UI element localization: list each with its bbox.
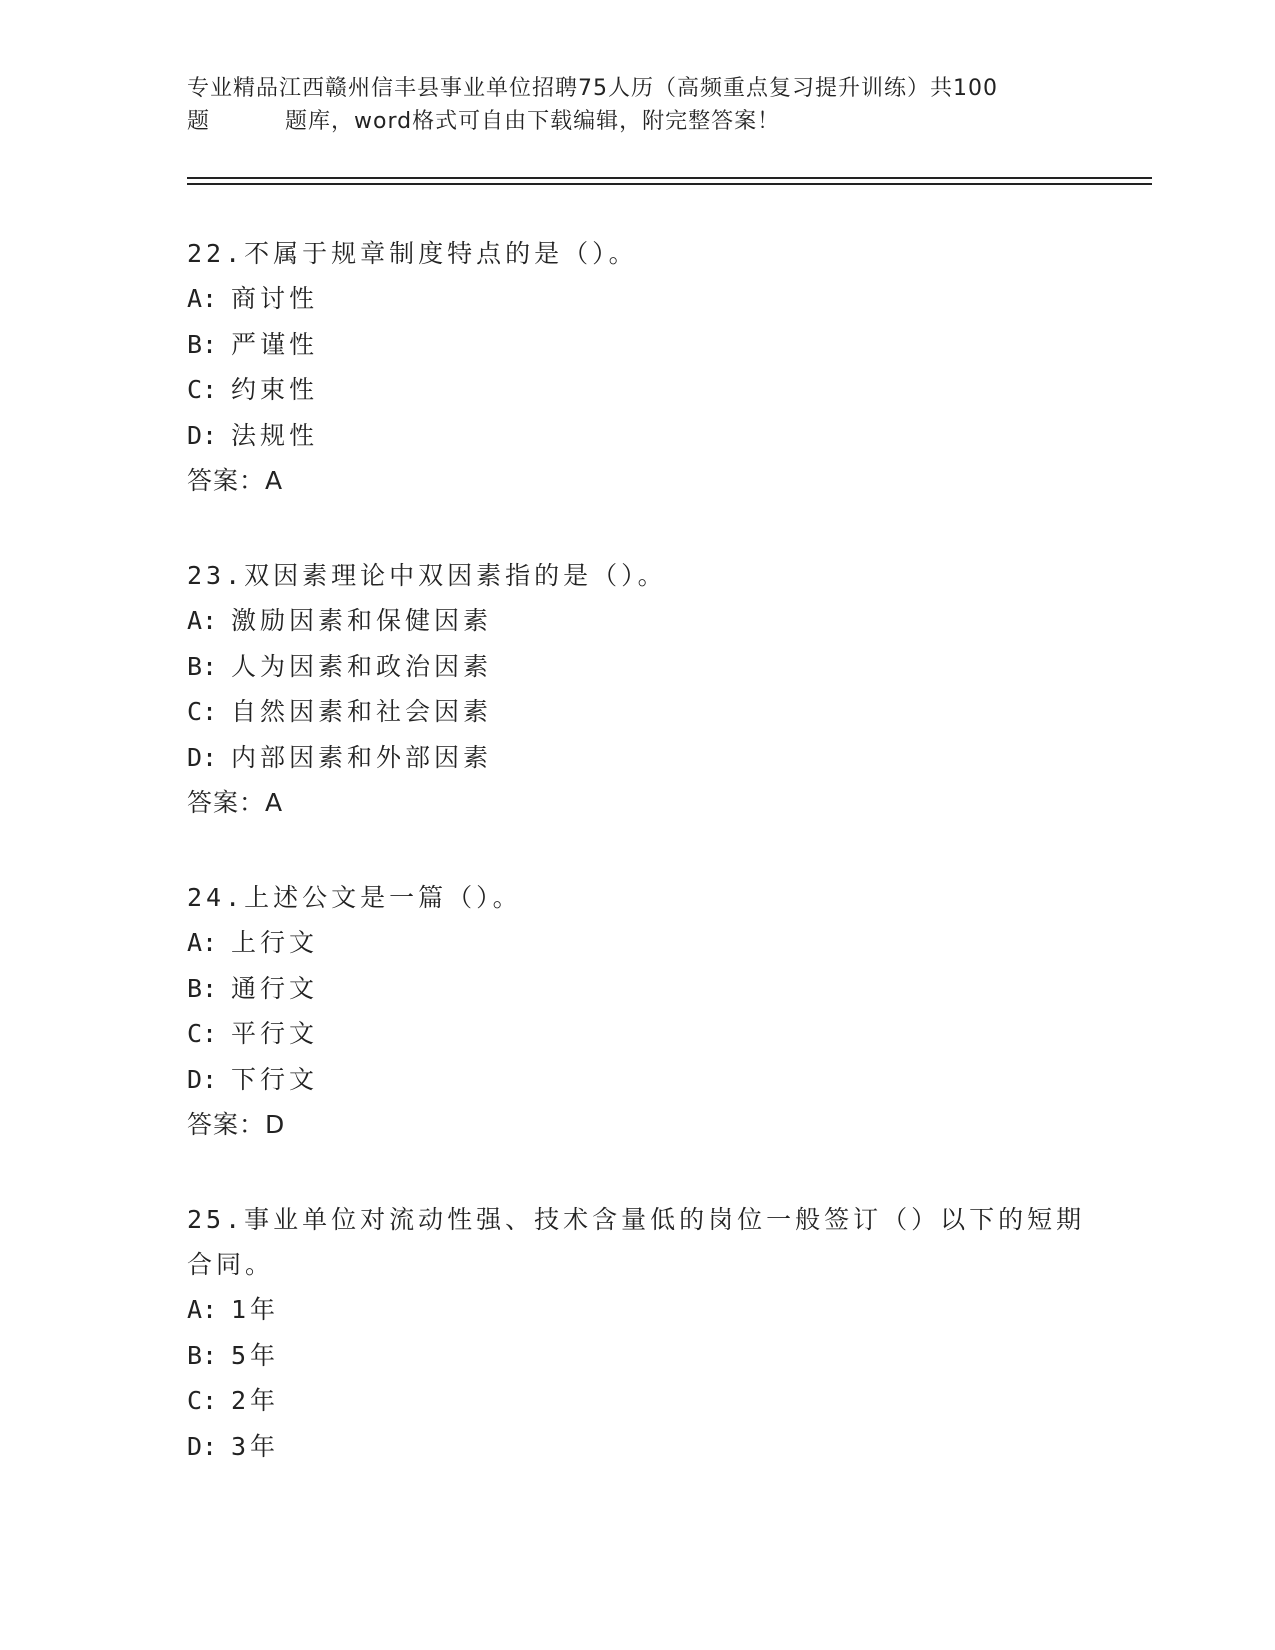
option-b <box>187 966 1087 1012</box>
option-c <box>187 689 1087 735</box>
header-divider-top <box>187 177 1152 179</box>
header-gap <box>210 105 285 138</box>
option-text: 自然因素和社会因素 <box>231 697 493 726</box>
option-text: 1年 <box>231 1295 280 1324</box>
option-c <box>187 367 1087 413</box>
option-b <box>187 644 1087 690</box>
option-text: 平行文 <box>231 1019 319 1048</box>
option-text: 严谨性 <box>231 329 319 359</box>
option-d <box>187 1424 1087 1470</box>
option-text: 下行文 <box>231 1064 319 1094</box>
header-line-1: 专业精品江西赣州信丰县事业单位招聘75人历（高频重点复习提升训练）共100 <box>187 76 998 101</box>
option-text: 商讨性 <box>231 284 319 313</box>
question-stem: 24.上述公文是一篇（）。 <box>187 883 522 912</box>
option-letter: B: <box>187 973 218 1003</box>
option-text: 激励因素和保健因素 <box>231 606 493 635</box>
option-letter: C: <box>187 1386 218 1415</box>
option-d <box>187 413 1087 459</box>
question-25 <box>187 1197 1087 1469</box>
option-b <box>187 1333 1087 1379</box>
option-letter: D: <box>187 1064 218 1094</box>
option-d <box>187 735 1087 781</box>
question-22 <box>187 231 1087 503</box>
option-a <box>187 920 1087 966</box>
question-stem: 25.事业单位对流动性强、技术含量低的岗位一般签订（）以下的短期合同。 <box>187 1205 1086 1279</box>
option-text: 2年 <box>231 1386 280 1415</box>
option-text: 内部因素和外部因素 <box>231 742 493 772</box>
option-text: 5年 <box>231 1340 280 1370</box>
option-letter: A: <box>187 606 218 635</box>
option-letter: B: <box>187 1340 218 1370</box>
option-letter: D: <box>187 420 218 450</box>
option-text: 法规性 <box>231 420 319 450</box>
option-text: 3年 <box>231 1431 280 1461</box>
question-stem: 23.双因素理论中双因素指的是（）。 <box>187 561 667 590</box>
answer-line: 答案：D <box>187 1110 286 1139</box>
option-a <box>187 598 1087 644</box>
option-c <box>187 1378 1087 1424</box>
question-stem: 22.不属于规章制度特点的是（）。 <box>187 239 638 268</box>
header-line-2-start: 题 <box>187 109 211 134</box>
option-c <box>187 1011 1087 1057</box>
option-letter: D: <box>187 742 218 772</box>
option-text: 约束性 <box>231 375 319 404</box>
option-letter: B: <box>187 651 218 681</box>
option-letter: D: <box>187 1431 218 1461</box>
header-line-2-rest: 题库，word格式可自由下载编辑，附完整答案！ <box>285 109 781 134</box>
header-divider-bottom <box>187 183 1152 185</box>
question-23 <box>187 553 1087 825</box>
document-header <box>187 72 1087 138</box>
option-text: 通行文 <box>231 973 319 1003</box>
answer-line: 答案：A <box>187 466 284 495</box>
answer-line: 答案：A <box>187 788 284 817</box>
option-letter: C: <box>187 1019 218 1048</box>
question-24 <box>187 875 1087 1147</box>
option-d <box>187 1057 1087 1103</box>
option-letter: A: <box>187 284 218 313</box>
option-letter: B: <box>187 329 218 359</box>
header-line-2 <box>187 105 1087 138</box>
option-letter: A: <box>187 1295 218 1324</box>
option-text: 上行文 <box>231 928 319 957</box>
question-list <box>187 231 1087 1519</box>
option-letter: A: <box>187 928 218 957</box>
option-letter: C: <box>187 375 218 404</box>
option-a <box>187 276 1087 322</box>
option-b <box>187 322 1087 368</box>
option-letter: C: <box>187 697 218 726</box>
option-text: 人为因素和政治因素 <box>231 651 493 681</box>
option-a <box>187 1287 1087 1333</box>
